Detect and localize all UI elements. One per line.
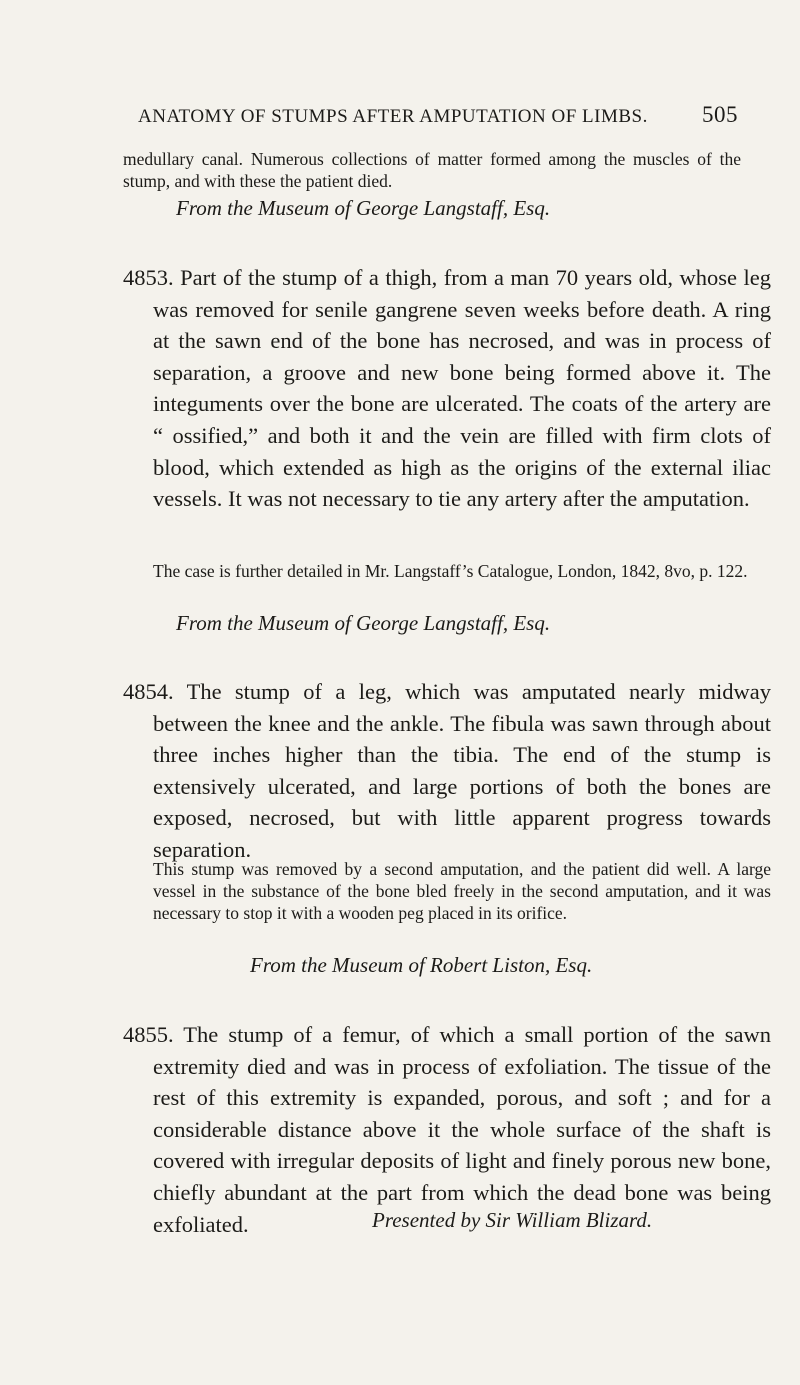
specimen-4853-source: From the Museum of George Langstaff, Esq.	[176, 611, 551, 635]
specimen-4854-source: From the Museum of Robert Liston, Esq.	[250, 953, 593, 977]
specimen-number: 4855.	[123, 1022, 174, 1047]
running-title: ANATOMY OF STUMPS AFTER AMPUTATION OF LIMBS.	[138, 106, 648, 127]
specimen-description: The stump of a femur, of which a small portion of the sawn extremity died and was in process of exfoliation. The tissue of the rest of this extremity is expanded, porous, and soft ; and for a considerable distance above it the whole surface of the shaft is covered with irregular deposits of light and finely porous new bone, chiefly abundant at the part from which the dead bone was being exfoliated.	[153, 1022, 771, 1237]
continuation-source: From the Museum of George Langstaff, Esq.	[176, 196, 551, 220]
specimen-4854-note: This stump was removed by a second amputation, and the patient did well. A large vessel in the substance of the bone bled freely in the second amputation, and it was necessary to stop it with a wooden peg placed in its orifice.	[153, 859, 771, 923]
specimen-4853	[123, 262, 771, 515]
specimen-4854	[123, 676, 771, 866]
continuation-text: medullary canal. Numerous collections of matter formed among the muscles of the stump, and with these the patient died.	[123, 149, 741, 191]
specimen-description: The stump of a leg, which was amputated nearly midway between the knee and the ankle. The fibula was sawn through about three inches higher than the tibia. The end of the stump is extensively ulcerated, and large portions of both the bones are exposed, necrosed, but with little apparent progress towards separation.	[153, 679, 771, 862]
page-number: 505	[702, 102, 738, 127]
specimen-4855-source: Presented by Sir William Blizard.	[372, 1208, 653, 1232]
specimen-number: 4854.	[123, 679, 174, 704]
specimen-description: Part of the stump of a thigh, from a man 70 years old, whose leg was removed for senile gangrene seven weeks before death. A ring at the sawn end of the bone has necrosed, and was in process of separation, a groove and new bone being formed above it. The integuments over the bone are ulcerated. The coats of the artery are “ ossified,” and both it and the vein are filled with firm clots of blood, which extended as high as the origins of the external iliac vessels. It was not necessary to tie any artery after the amputation.	[153, 265, 771, 512]
specimen-4855	[123, 1019, 771, 1240]
specimen-4853-note: The case is further detailed in Mr. Langstaff’s Catalogue, London, 1842, 8vo, p. 122.	[153, 561, 748, 581]
specimen-number: 4853.	[123, 265, 174, 290]
